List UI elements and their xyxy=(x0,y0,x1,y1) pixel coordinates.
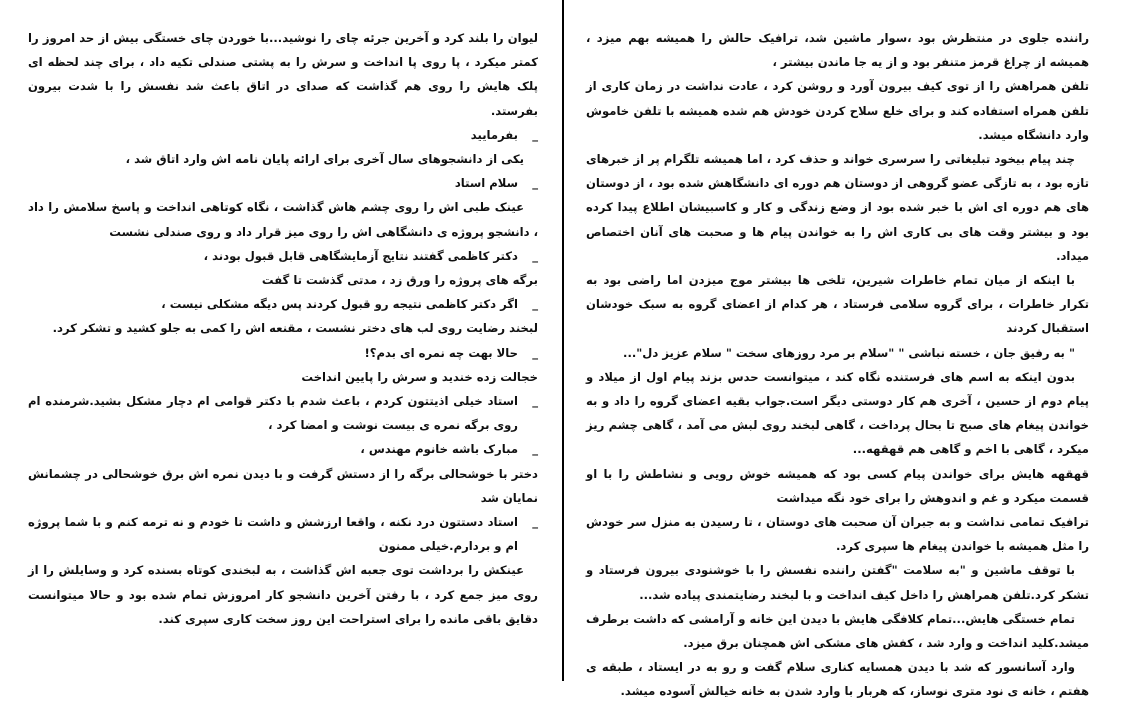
dialogue-line xyxy=(28,341,538,365)
dialogue-line xyxy=(28,510,538,558)
right-page xyxy=(564,0,1125,699)
dialogue-dash: _ xyxy=(532,127,538,142)
paragraph: تمام خستگی هایش...تمام کلافگی هایش با دیدن این خانه و آرامشی که داشت برطرف میشد.کلید انداخت و وارد شد ، کفش های مشکی اش همچنان برق میزد. xyxy=(586,611,1089,651)
paragraph: ترافیک تمامی نداشت و به جبران آن صحبت های دوستان ، تا رسیدن به منزل سر خودش را مثل همیشه با خواندن پیغام ها سپری کرد. xyxy=(586,515,1089,554)
paragraph: " به رفیق جان ، خسته نباشی " "سلام بر مرد روزهای سخت " سلام عزیز دل"... xyxy=(623,345,1075,360)
dialogue-line xyxy=(28,244,538,268)
paragraph: یکی از دانشجوهای سال آخری برای ارائه پایان نامه اش وارد اتاق شد ، xyxy=(125,152,524,167)
dialogue-line xyxy=(28,437,538,461)
dialogue-line xyxy=(28,171,538,195)
dialogue-text: حالا بهت چه نمره ای بدم؟! xyxy=(364,345,518,360)
dialogue-line xyxy=(28,292,538,316)
paragraph: با اینکه از میان تمام خاطرات شیرین، تلخی ها بیشتر موج میزدن اما راضی بود به تکرار خاطرات ، برای گروه سلامی فرستاد ، هر کدام از اعضای گروه به سبک خودشان استقبال کردند xyxy=(586,273,1089,336)
paragraph: تلفن همراهش را از توی کیف بیرون آورد و روشن کرد ، عادت نداشت در زمان کاری از تلفن همراه استفاده کند و برای خلع سلاح کردن خودش هم شده همیشه با تلفن خاموش وارد دانشگاه میشد. xyxy=(586,79,1089,142)
dialogue-dash: _ xyxy=(532,442,538,457)
paragraph: لیوان را بلند کرد و آخرین جرئه چای را نوشید...با خوردن چای خستگی بیش از حد امروز را کمتر میکرد ، پا روی پا انداخت و سرش را به پشتی صندلی تکیه داد ، برای چند لحظه ای پلک هایش را روی هم گذاشت که صدای در اتاق باعث شد نفسش را با شدت بیرون بفرستد. xyxy=(28,31,538,118)
dialogue-dash: _ xyxy=(532,176,538,191)
dialogue-dash: _ xyxy=(532,297,538,312)
paragraph: بدون اینکه به اسم های فرستنده نگاه کند ، میتوانست حدس بزند پیام اول از میلاد و پیام دوم از حسین ، آخری هم کار دوستی دیگر است.جواب بقیه اعضای گروه را داد و به خواندن پیغام های صبح تا بحال پرداخت ، گاهی لبخند روی لبش می آمد ، گاهی چشم ریز میکرد ، گاهی با اخم و گاهی هم قهقهه... xyxy=(586,369,1089,457)
dialogue-dash: _ xyxy=(532,345,538,360)
dialogue-text: استاد خیلی اذیتتون کردم ، باعث شدم با دکتر قوامی ام دچار مشکل بشید.شرمنده ام روی برگه نمره ی بیست نوشت و امضا کرد ، xyxy=(28,394,518,433)
dialogue-text: استاد دستتون درد نکنه ، واقعا ارزشش و داشت تا خودم و نه ترمه کنم و با شما پروژه ام و بردارم.خیلی ممنون xyxy=(28,515,518,554)
dialogue-line xyxy=(28,389,538,437)
paragraph: دختر با خوشحالی برگه را از دستش گرفت و با دیدن نمره اش برق خوشحالی در چشمانش نمایان شد xyxy=(28,466,538,505)
paragraph: عینکش را برداشت توی جعبه اش گذاشت ، به لبخندی کوتاه بسنده کرد و وسایلش را از روی میز جمع کرد ، با رفتن آخرین دانشجو کار امروزش تمام شده بود و حالا میتوانست دقایق باقی مانده را برای استراحت این روز سخت کاری سپری کند. xyxy=(28,563,538,626)
paragraph: راننده جلوی در منتظرش بود ،سوار ماشین شد، ترافیک حالش را همیشه بهم میزد ، همیشه از چراغ قرمز متنفر بود و از یه جا ماندن بیشتر ، xyxy=(586,31,1089,70)
paragraph: قهقهه هایش برای خواندن پیام کسی بود که همیشه خوش رویی و نشاطش را با او قسمت میکرد و غم و اندوهش را برای خود نگه میداشت xyxy=(586,466,1089,505)
paragraph: خجالت زده خندید و سرش را پایین انداخت xyxy=(301,369,538,384)
dialogue-line xyxy=(28,123,538,147)
dialogue-text: مبارک باشه خانوم مهندس ، xyxy=(360,442,518,457)
paragraph: لبخند رضایت روی لب های دختر نشست ، مقنعه اش را کمی به جلو کشید و تشکر کرد. xyxy=(52,321,538,336)
dialogue-dash: _ xyxy=(532,515,538,530)
dialogue-text: سلام استاد xyxy=(454,176,518,191)
dialogue-text: دکتر کاظمی گفتند نتایج آزمایشگاهی قابل قبول بودند ، xyxy=(203,248,518,263)
dialogue-text: اگر دکتر کاظمی نتیجه رو قبول کردند پس دیگه مشکلی نیست ، xyxy=(161,297,518,312)
paragraph: عینک طبی اش را روی چشم هاش گذاشت ، نگاه کوتاهی انداخت و پاسخ سلامش را داد ، دانشجو پروژه ی دانشگاهی اش را روی میز قرار داد و روی صندلی نشست xyxy=(28,200,538,239)
dialogue-text: بفرمایید xyxy=(470,127,518,142)
paragraph: وارد آسانسور که شد با دیدن همسایه کناری سلام گفت و رو به در ایستاد ، طبقه ی هفتم ، خانه ی نود متری نوساز، که هربار با وارد شدن به خانه خیالش آسوده میشد. xyxy=(586,660,1089,699)
left-page xyxy=(0,0,562,681)
paragraph: چند پیام بیخود تبلیغاتی را سرسری خواند و حذف کرد ، اما همیشه تلگرام پر از خبرهای تازه بود ، به تازگی عضو گروهی از دوستان هم دوره ای دانشگاهش شده بود ، از دوستان های هم دوره ای اش با خبر شده بود از وضع زندگی و کار و کاسبیشان اطلاع پیدا کرده بود و بیشتر وقت های بی کاری اش را به خواندن پیام ها و صحبت های آنان اختصاص میداد. xyxy=(586,152,1089,263)
dialogue-dash: _ xyxy=(532,248,538,263)
dialogue-dash: _ xyxy=(532,394,538,409)
paragraph: با توقف ماشین و "به سلامت "گفتن راننده نفسش را با خوشنودی بیرون فرستاد و تشکر کرد.تلفن همراهش را داخل کیف انداخت و با لبخند رضایتمندی پیاده شد... xyxy=(586,563,1089,602)
paragraph: برگه های پروژه را ورق زد ، مدتی گذشت تا گفت xyxy=(261,273,538,288)
